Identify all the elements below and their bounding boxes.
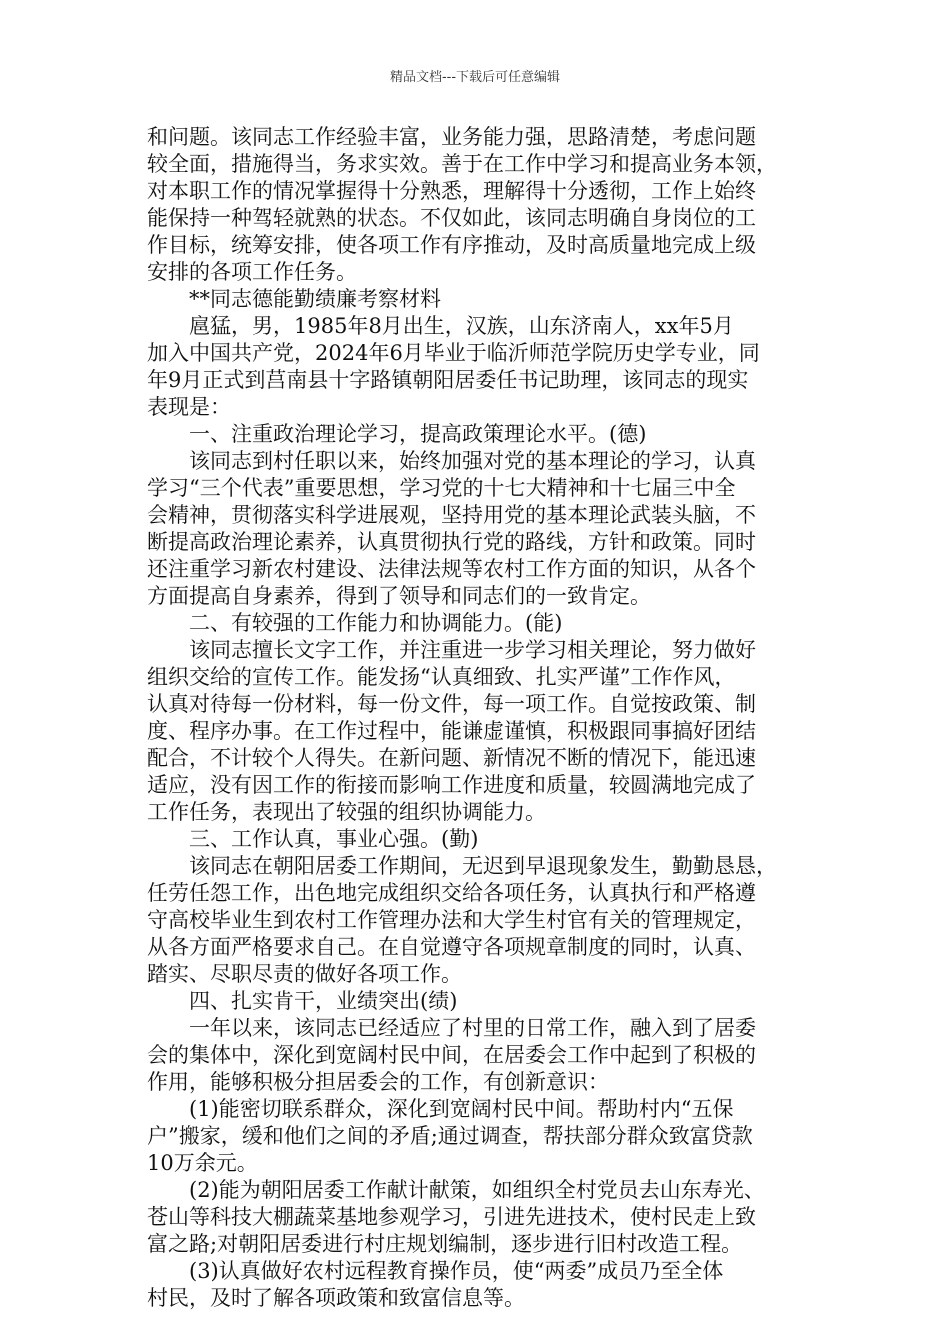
text-line: 作目标，统筹安排，使各项工作有序推动，及时高质量地完成上级 xyxy=(147,233,756,257)
text-line: 扈猛，男，1985年8月出生，汉族，山东济南人，xx年5月 xyxy=(189,314,734,338)
text-line: (2)能为朝阳居委工作献计献策，如组织全村党员去山东寿光、 xyxy=(189,1178,765,1202)
text-line: (1)能密切联系群众，深化到宽阔村民中间。帮助村内“五保 xyxy=(189,1097,734,1121)
text-line: 断提高政治理论素养，认真贯彻执行党的路线，方针和政策。同时 xyxy=(147,530,756,554)
text-line: 富之路;对朝阳居委进行村庄规划编制，逐步进行旧村改造工程。 xyxy=(147,1232,743,1256)
text-line: 一年以来，该同志已经适应了村里的日常工作，融入到了居委 xyxy=(189,1016,756,1040)
text-line: 还注重学习新农村建设、法律法规等农村工作方面的知识，从各个 xyxy=(147,557,756,581)
text-line: 配合，不计较个人得失。在新问题、新情况不断的情况下，能迅速 xyxy=(147,746,756,770)
text-line: 较全面，措施得当，务求实效。善于在工作中学习和提高业务本领， xyxy=(147,152,777,176)
text-line: 会精神，贯彻落实科学进展观，坚持用党的基本理论武装头脑，不 xyxy=(147,503,756,527)
text-line: 度、程序办事。在工作过程中，能谦虚谨慎，积极跟同事搞好团结 xyxy=(147,719,756,743)
text-line: 守高校毕业生到农村工作管理办法和大学生村官有关的管理规定， xyxy=(147,908,756,932)
text-line: 村民，及时了解各项政策和致富信息等。 xyxy=(147,1286,525,1310)
text-line: 四、扎实肯干，业绩突出(绩) xyxy=(189,989,458,1013)
text-line: 年9月正式到莒南县十字路镇朝阳居委任书记助理，该同志的现实 xyxy=(147,368,749,392)
text-line: 户”搬家，缓和他们之间的矛盾;通过调查，帮扶部分群众致富贷款 xyxy=(147,1124,753,1148)
page-header: 精品文档---下载后可任意编辑 xyxy=(389,70,561,85)
text-line: 作用，能够积极分担居委会的工作，有创新意识： xyxy=(147,1070,609,1094)
text-line: 安排的各项工作任务。 xyxy=(147,260,357,284)
text-line: (3)认真做好农村远程教育操作员，使“两委”成员乃至全体 xyxy=(189,1259,724,1283)
text-line: 学习“三个代表”重要思想，学习党的十七大精神和十七届三中全 xyxy=(147,476,736,500)
text-line: 方面提高自身素养，得到了领导和同志们的一致肯定。 xyxy=(147,584,651,608)
text-line: 表现是： xyxy=(147,395,231,419)
text-line: 该同志在朝阳居委工作期间，无迟到早退现象发生，勤勤恳恳， xyxy=(189,854,777,878)
text-line: 认真对待每一份材料，每一份文件，每一项工作。自觉按政策、制 xyxy=(147,692,756,716)
text-line: 从各方面严格要求自己。在自觉遵守各项规章制度的同时，认真、 xyxy=(147,935,756,959)
text-line: 一、注重政治理论学习，提高政策理论水平。(德) xyxy=(189,422,647,446)
text-line: 适应，没有因工作的衔接而影响工作进度和质量，较圆满地完成了 xyxy=(147,773,756,797)
document-body xyxy=(147,124,807,1312)
text-line: 该同志擅长文字工作，并注重进一步学习相关理论，努力做好 xyxy=(189,638,756,662)
text-line: 会的集体中，深化到宽阔村民中间，在居委会工作中起到了积极的 xyxy=(147,1043,756,1067)
text-line: 10万余元。 xyxy=(147,1151,258,1175)
text-line: 三、工作认真，事业心强。(勤) xyxy=(189,827,479,851)
text-line: 踏实、尽职尽责的做好各项工作。 xyxy=(147,962,462,986)
text-line: 任劳任怨工作，出色地完成组织交给各项任务，认真执行和严格遵 xyxy=(147,881,756,905)
text-line: 和问题。该同志工作经验丰富，业务能力强，思路清楚，考虑问题 xyxy=(147,125,756,149)
text-line: 二、有较强的工作能力和协调能力。(能) xyxy=(189,611,563,635)
text-line: 苍山等科技大棚蔬菜基地参观学习，引进先进技术，使村民走上致 xyxy=(147,1205,756,1229)
text-line: 组织交给的宣传工作。能发扬“认真细致、扎实严谨”工作作风， xyxy=(147,665,736,689)
text-line: 工作任务，表现出了较强的组织协调能力。 xyxy=(147,800,546,824)
text-line: **同志德能勤绩廉考察材料 xyxy=(189,287,441,311)
text-line: 对本职工作的情况掌握得十分熟悉，理解得十分透彻，工作上始终 xyxy=(147,179,756,203)
text-line: 加入中国共产党，2024年6月毕业于临沂师范学院历史学专业，同 xyxy=(147,341,760,365)
text-line: 能保持一种驾轻就熟的状态。不仅如此，该同志明确自身岗位的工 xyxy=(147,206,756,230)
text-line: 该同志到村任职以来，始终加强对党的基本理论的学习，认真 xyxy=(189,449,756,473)
